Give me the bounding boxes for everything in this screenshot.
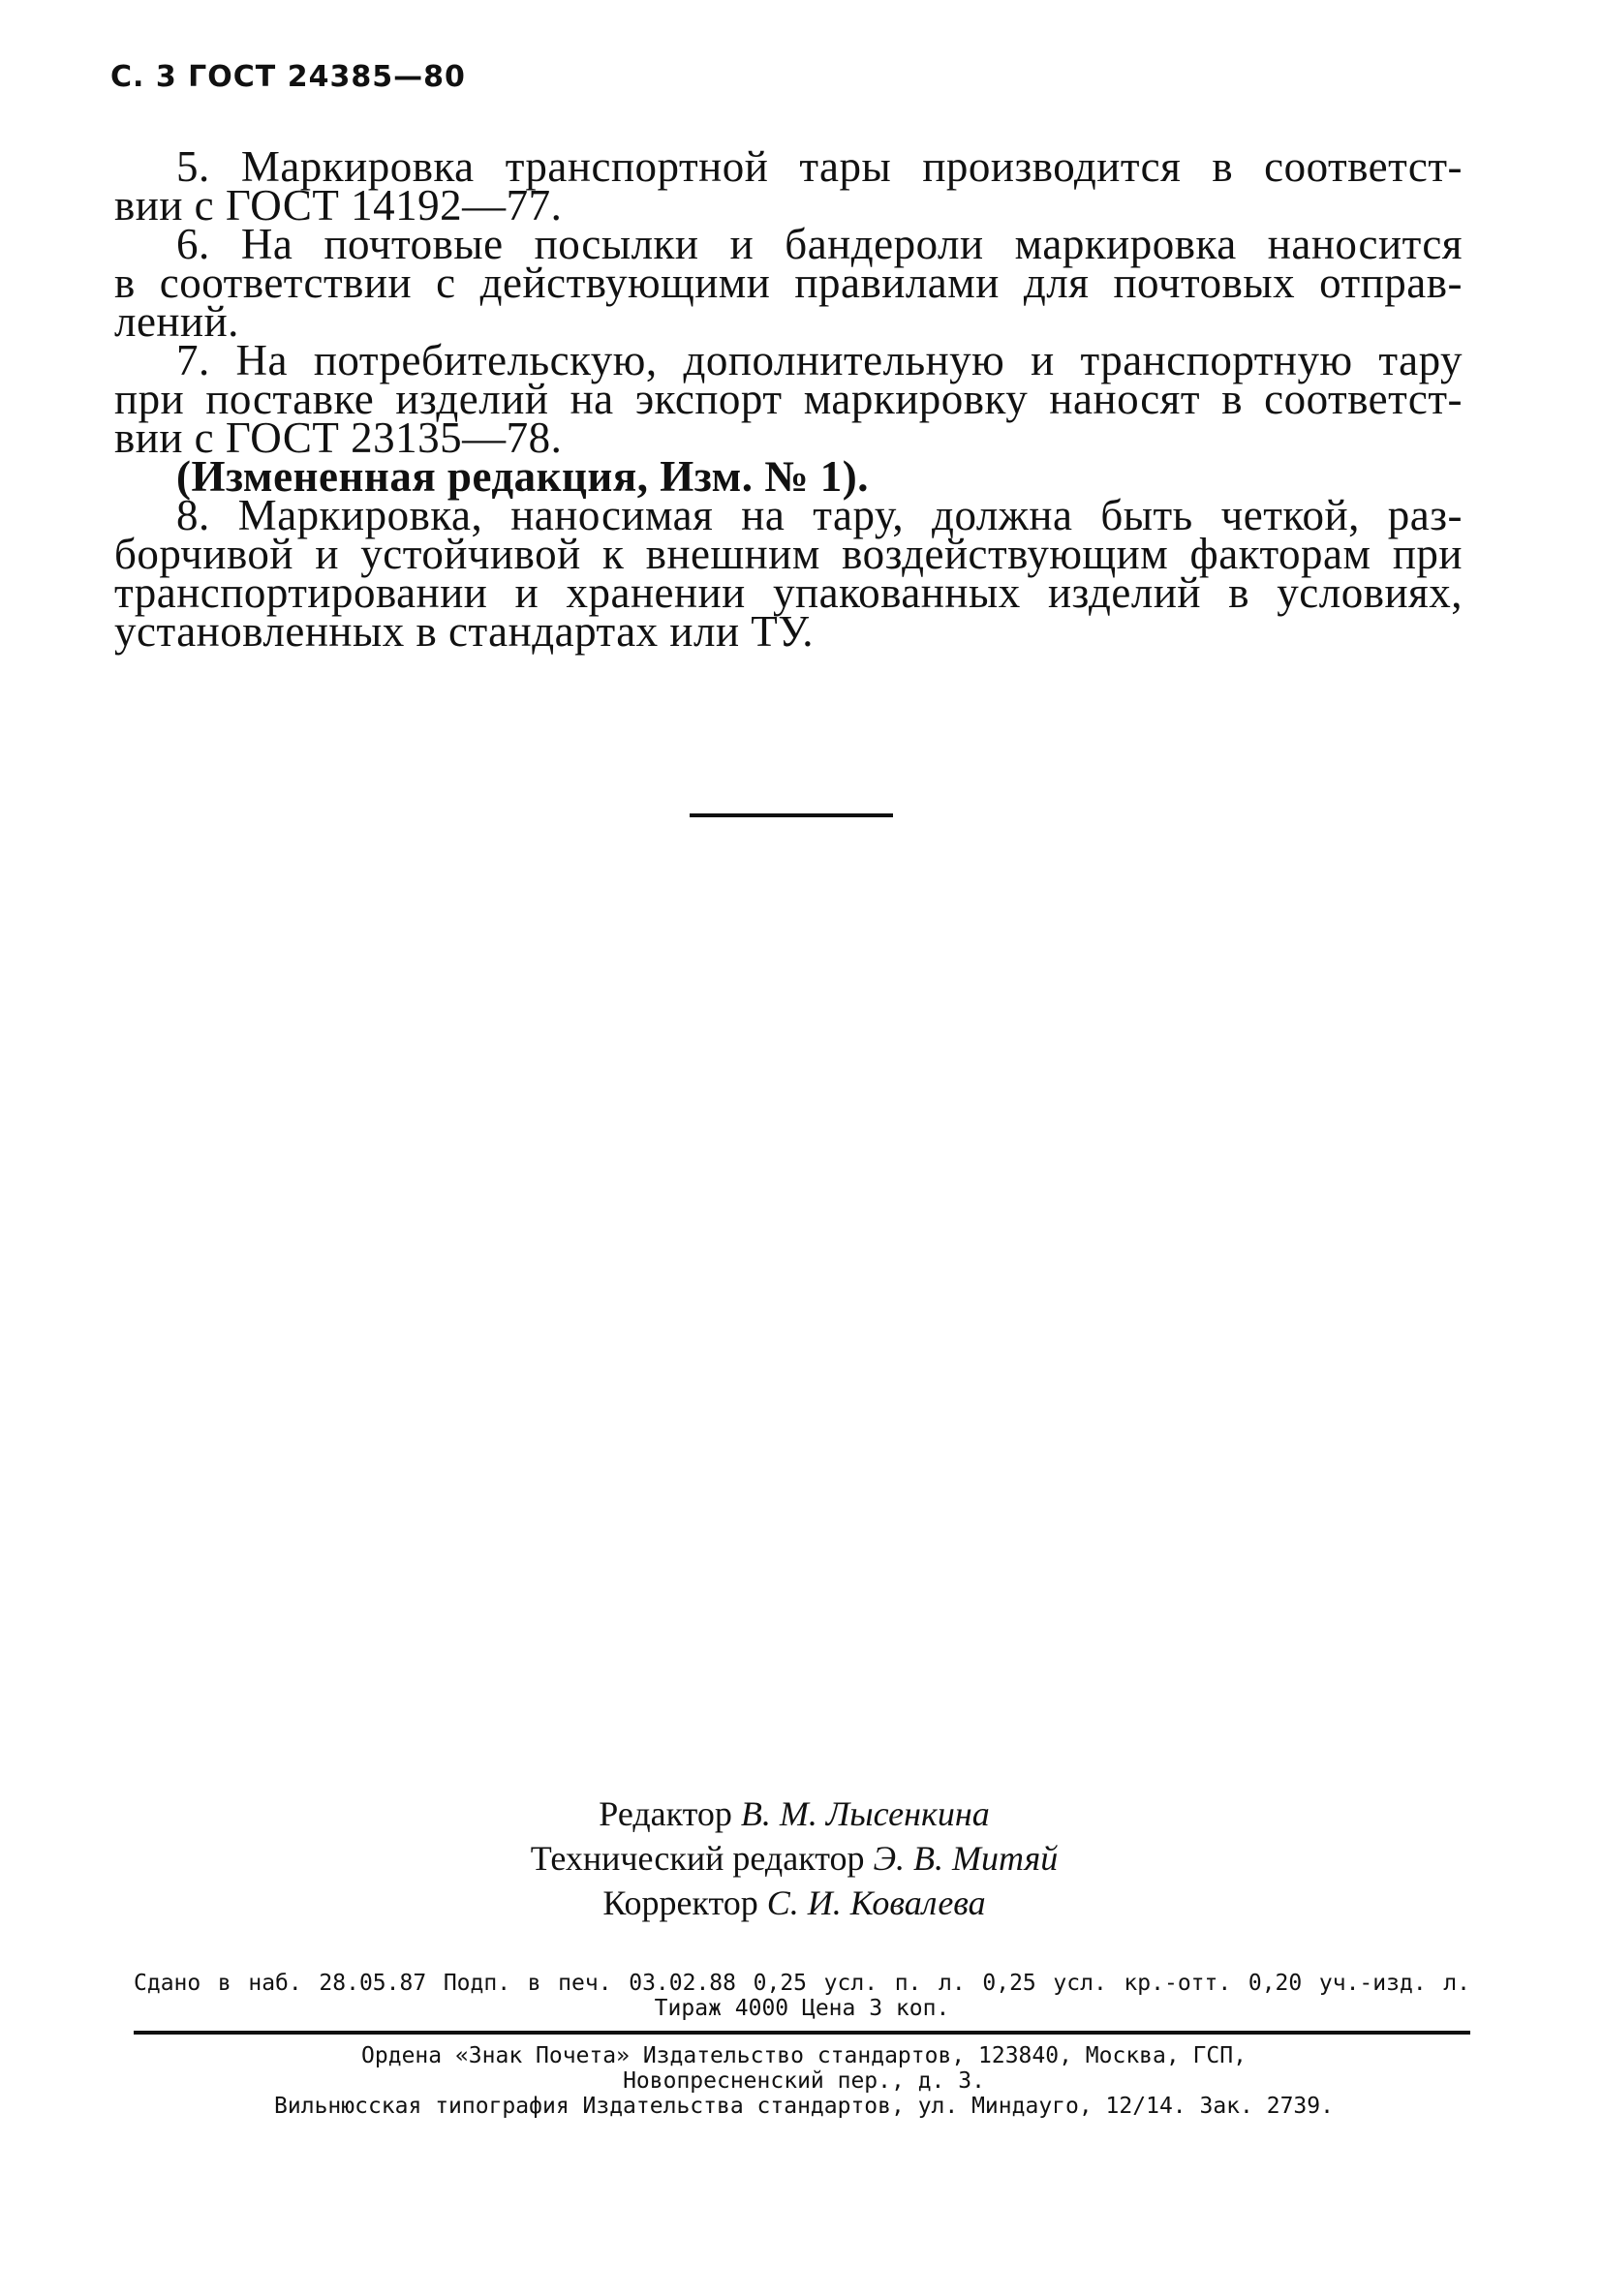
document-body	[114, 142, 1463, 656]
body-line: в соответствии с действующими правилами для почтовых отправ-	[114, 259, 1463, 307]
imprint-divider	[134, 2031, 1470, 2035]
publisher-address: Новопресненский пер., д. 3.	[623, 2068, 985, 2094]
body-line: лений.	[114, 297, 239, 346]
imprint-circulation: Тираж 4000 Цена 3 коп.	[654, 1996, 950, 2021]
tech-editor-name: Э. В. Митяй	[873, 1839, 1059, 1878]
section-divider	[690, 813, 893, 817]
tech-editor-credit	[484, 1836, 1104, 1881]
imprint-dates: Сдано в наб. 28.05.87 Подп. в печ. 03.02.88 0,25 усл. п. л. 0,25 усл. кр.-отт. 0,20 уч.-изд. л.	[134, 1971, 1470, 1996]
credits-block	[484, 1791, 1104, 1925]
body-line: 8. Маркировка, наносимая на тару, должна быть четкой, раз-	[176, 491, 1463, 539]
corrector-credit	[484, 1881, 1104, 1925]
corrector-label: Корректор	[602, 1883, 758, 1922]
body-line: 5. Маркировка транспортной тары производится в соответст-	[176, 142, 1463, 191]
tech-editor-label: Технический редактор	[530, 1839, 865, 1878]
body-line: вии с ГОСТ 14192—77.	[114, 181, 563, 230]
printer-block	[184, 2043, 1424, 2119]
printing-house: Вильнюсская типография Издательства стандартов, ул. Миндауго, 12/14. Зак. 2739.	[274, 2094, 1334, 2119]
page-header: С. 3 ГОСТ 24385—80	[110, 60, 466, 94]
body-line: 7. На потребительскую, дополнительную и транспортную тару	[176, 336, 1463, 384]
body-line: 6. На почтовые посылки и бандероли маркировка наносится	[176, 220, 1463, 268]
imprint-block	[134, 1971, 1470, 2021]
amendment-note: (Измененная редакция, Изм. № 1).	[176, 452, 870, 501]
body-line: установленных в стандартах или ТУ.	[114, 607, 815, 656]
editor-label: Редактор	[599, 1794, 732, 1833]
editor-credit	[484, 1791, 1104, 1836]
corrector-name: С. И. Ковалева	[766, 1883, 986, 1922]
editor-name: В. М. Лысенкина	[740, 1794, 990, 1833]
body-line: при поставке изделий на экспорт маркировку наносят в соответст-	[114, 375, 1463, 423]
body-line: борчивой и устойчивой к внешним воздействующим факторам при	[114, 530, 1463, 578]
publisher-line: Ордена «Знак Почета» Издательство стандартов, 123840, Москва, ГСП,	[361, 2043, 1247, 2068]
body-line: вии с ГОСТ 23135—78.	[114, 413, 563, 462]
body-line: транспортировании и хранении упакованных изделий в условиях,	[114, 568, 1463, 617]
